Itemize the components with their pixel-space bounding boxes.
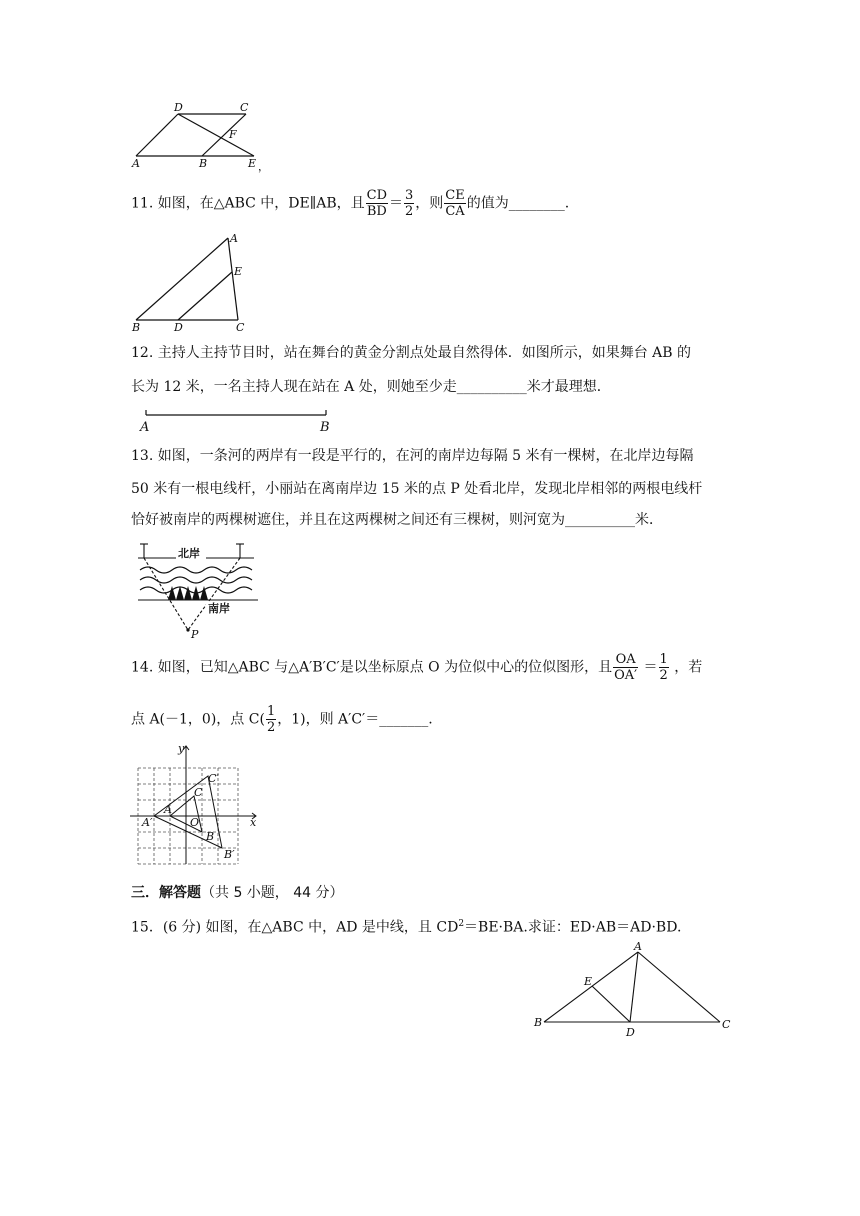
label-B: B [206,830,215,843]
label-E: E [234,265,243,278]
figure-q11 [130,232,260,332]
label-B: B [199,157,208,170]
question-14-line2: 点 A(－1，0)，点 C( $\frac{1}{2}$ ，1)，则 A′C′＝_______. [131,704,433,735]
label-B: B [534,1016,543,1029]
section-heading: 三．解答题（共 5 小题， 44 分） [131,885,344,901]
south-bank-label: 南岸 [208,602,230,615]
question-12-line2: 长为 12 米，一名主持人现在站在 A 处，则她至少走__________米才最理想． [131,379,611,395]
label-C: C [194,786,203,799]
label-B: B [320,420,330,435]
label-D: D [626,1026,635,1039]
label-C-prime: C′ [208,772,219,785]
figure-q15 [530,940,740,1040]
label-A: A [634,940,642,953]
question-14-line1: 14. 如图，已知△ABC 与△A′B′C′是以坐标原点 O 为位似中心的位似图形，且 $\frac{OA}{OA'}$ ＝ $\frac{1}{2}$ ，若 [131,652,703,683]
label-F: F [229,128,237,141]
label-E: E [584,975,593,988]
trailing-comma: ， [258,160,269,173]
label-C: C [722,1018,731,1031]
label-O: O [190,816,200,829]
label-A: A [140,420,150,435]
figure-q13 [136,538,266,640]
question-11: 11. 如图，在△ABC 中，DE∥AB，且 $\frac{CD}{BD}$ ＝ $\frac{3}{2}$ ，则 $\frac{CE}{CA}$ 的值为________. [131,188,570,219]
label-D: D [174,321,183,334]
label-C: C [236,321,245,334]
label-D: D [174,101,183,114]
label-y: y [178,742,185,755]
question-13-line2: 50 米有一根电线杆，小丽站在离南岸边 15 米的点 P 处看北岸，发现北岸相邻的两根电线杆 [131,481,703,497]
label-x: x [250,816,257,829]
question-12-line1: 12. 主持人主持节目时，站在舞台的黄金分割点处最自然得体．如图所示，如果舞台 AB 的 [131,345,692,361]
figure-q12 [136,405,346,435]
label-E: E [248,157,257,170]
north-bank-label: 北岸 [178,547,200,560]
label-A: A [132,157,140,170]
figure-q14 [128,740,268,870]
label-B-prime: B′ [224,848,235,861]
label-P: P [191,628,199,641]
question-13-line1: 13. 如图，一条河的两岸有一段是平行的，在河的南岸边每隔 5 米有一棵树，在北岸边每隔 [131,448,694,464]
question-15: 15．(6 分) 如图，在△ABC 中，AD 是中线，且 $CD^2=BE\cdot BA$.求证：ED·AB＝AD·BD. [131,919,682,936]
question-13-line3: 恰好被南岸的两棵树遮住，并且在这两棵树之间还有三棵树，则河宽为__________米． [131,512,663,528]
label-B: B [132,321,141,334]
figure-q10 [130,100,280,175]
label-A: A [164,803,172,816]
label-A: A [230,232,238,245]
label-A-prime: A′ [142,816,153,829]
label-C: C [240,101,249,114]
